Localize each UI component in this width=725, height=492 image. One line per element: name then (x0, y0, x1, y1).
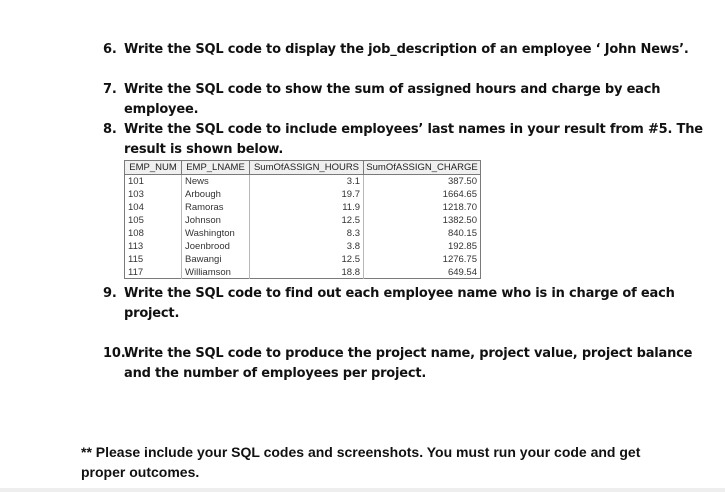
question-7 (103, 80, 703, 120)
table-body (125, 175, 480, 279)
table-cell: Bawangi (182, 253, 250, 266)
question-text: Write the SQL code to show the sum of assigned hours and charge by each employee. (124, 82, 661, 117)
table-cell: 18.8 (250, 266, 364, 279)
column-header: EMP_LNAME (182, 161, 250, 174)
table-cell: 11.9 (250, 201, 364, 214)
table-cell: 113 (125, 240, 182, 253)
column-header: SumOfASSIGN_CHARGE (366, 162, 478, 173)
table-cell: 104 (125, 201, 182, 214)
table-cell: 1218.70 (442, 202, 477, 213)
result-table (124, 160, 481, 279)
table-cell: 105 (125, 214, 182, 227)
table-cell: 117 (125, 266, 182, 279)
question-10 (103, 344, 703, 384)
table-row (125, 175, 480, 188)
question-text: Write the SQL code to produce the project name, project value, project balance and the number of employees per project. (124, 346, 693, 381)
table-cell: Williamson (182, 266, 250, 279)
table-cell: 108 (125, 227, 182, 240)
table-cell: 103 (125, 188, 182, 201)
table-row (125, 188, 480, 201)
table-row (125, 214, 480, 227)
column-header: SumOfASSIGN_HOURS (250, 161, 364, 174)
question-number: 10. (103, 346, 126, 361)
table-row (125, 253, 480, 266)
table-cell: News (182, 175, 250, 188)
table-cell: 840.15 (447, 228, 477, 239)
column-header: EMP_NUM (125, 161, 182, 174)
table-cell: Ramoras (182, 201, 250, 214)
submission-note: ** Please include your SQL codes and screenshots. You must run your code and get proper outcomes. (81, 444, 641, 480)
question-number: 7. (103, 82, 117, 97)
table-cell: 115 (125, 253, 182, 266)
question-number: 8. (103, 122, 117, 137)
table-cell: Washington (182, 227, 250, 240)
table-header-row (125, 161, 480, 175)
question-6 (103, 40, 703, 60)
table-row (125, 227, 480, 240)
table-cell: 12.5 (250, 253, 364, 266)
table-cell: 3.1 (250, 175, 364, 188)
table-cell: 192.85 (447, 241, 477, 252)
table-row (125, 240, 480, 253)
table-cell: Joenbrood (182, 240, 250, 253)
question-9 (103, 284, 703, 324)
question-text: Write the SQL code to find out each employee name who is in charge of each project. (124, 286, 675, 321)
table-row (125, 266, 480, 279)
table-cell: 1382.50 (442, 215, 477, 226)
question-number: 6. (103, 42, 117, 57)
table-cell: 101 (125, 175, 182, 188)
table-cell: Arbough (182, 188, 250, 201)
table-cell: Johnson (182, 214, 250, 227)
question-text: Write the SQL code to display the job_description of an employee ‘ John News’. (124, 42, 689, 57)
table-cell: 12.5 (250, 214, 364, 227)
table-cell: 19.7 (250, 188, 364, 201)
table-row (125, 201, 480, 214)
table-cell: 649.54 (447, 267, 477, 278)
page-bottom-divider (0, 488, 725, 492)
table-cell: 387.50 (447, 176, 477, 187)
table-cell: 1664.65 (442, 189, 477, 200)
question-text: Write the SQL code to include employees’ last names in your result from #5. The result is shown below. (124, 122, 703, 157)
table-cell: 3.8 (250, 240, 364, 253)
question-number: 9. (103, 286, 117, 301)
question-8 (103, 120, 703, 160)
table-cell: 8.3 (250, 227, 364, 240)
table-cell: 1276.75 (442, 254, 477, 265)
